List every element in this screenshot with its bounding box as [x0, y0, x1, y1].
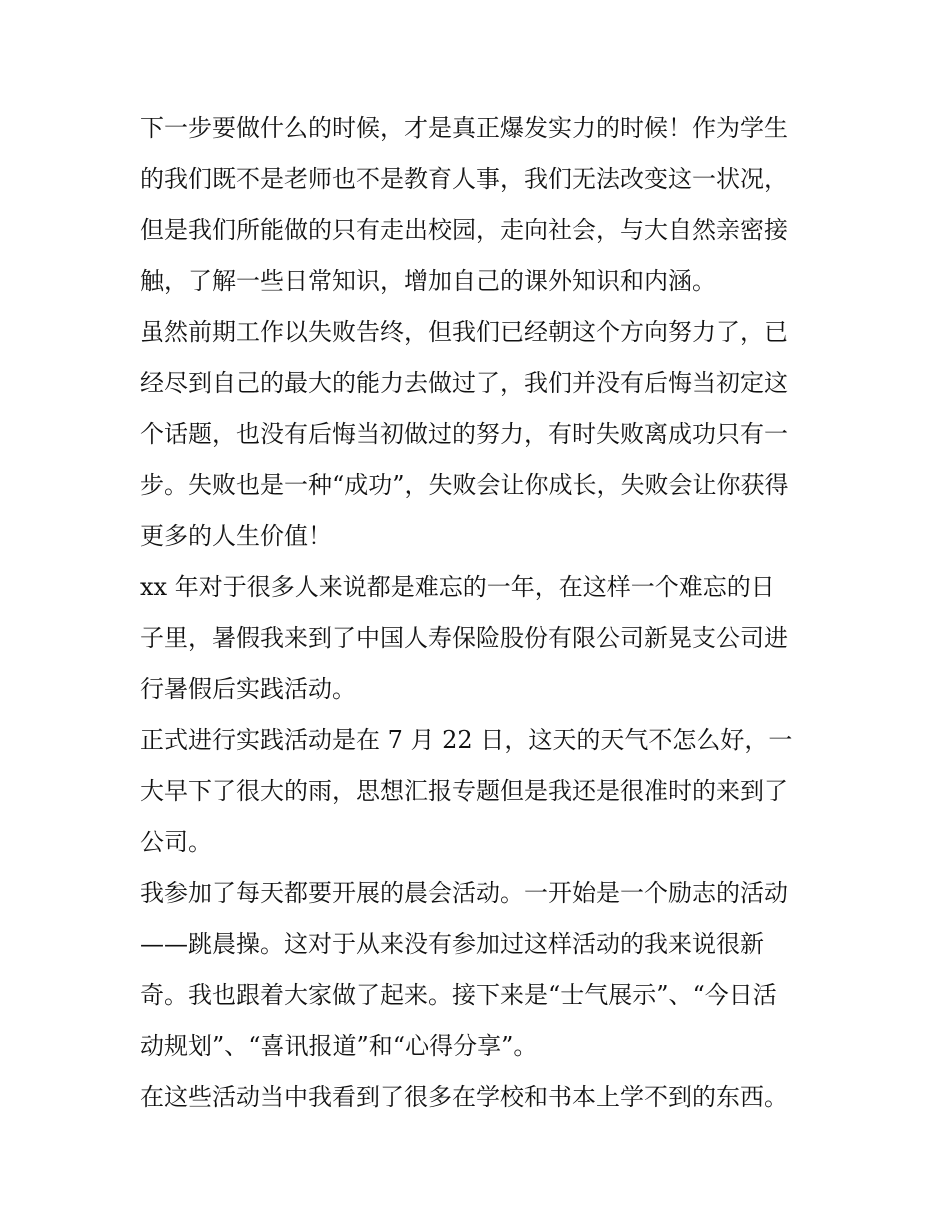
text-line: 虽然前期工作以失败告终，但我们已经朝这个方向努力了，已: [140, 318, 788, 346]
text-line: 行暑假后实践活动。: [140, 675, 356, 703]
text-line: 的我们既不是老师也不是教育人事，我们无法改变这一状况，: [140, 165, 788, 193]
text-line: 个话题，也没有后悔当初做过的努力，有时失败离成功只有一: [140, 420, 788, 448]
text-line: 我参加了每天都要开展的晨会活动。一开始是一个励志的活动: [140, 879, 788, 907]
paragraph-5: [140, 868, 820, 1072]
paragraph-3: [140, 562, 820, 715]
paragraph-6: [140, 1072, 820, 1123]
document-body: [140, 103, 820, 1123]
text-line: 子里，暑假我来到了中国人寿保险股份有限公司新晃支公司进: [140, 624, 788, 652]
text-line: 更多的人生价值！: [140, 522, 332, 550]
paragraph-2: [140, 307, 820, 562]
text-line: ——跳晨操。这对于从来没有参加过这样活动的我来说很新: [140, 930, 764, 958]
paragraph-1: [140, 103, 820, 307]
text-line: 在这些活动当中我看到了很多在学校和书本上学不到的东西。: [140, 1083, 788, 1111]
text-line: 步。失败也是一种“成功”，失败会让你成长，失败会让你获得: [140, 471, 789, 499]
paragraph-4: [140, 715, 820, 868]
text-line: 公司。: [140, 828, 212, 856]
text-line: xx 年对于很多人来说都是难忘的一年，在这样一个难忘的日: [140, 573, 775, 601]
text-line: 经尽到自己的最大的能力去做过了，我们并没有后悔当初定这: [140, 369, 788, 397]
text-line: 大早下了很大的雨，思想汇报专题但是我还是很准时的来到了: [140, 777, 788, 805]
text-line: 动规划”、“喜讯报道”和“心得分享”。: [140, 1032, 538, 1060]
text-line: 正式进行实践活动是在 7 月 22 日，这天的天气不怎么好，一: [140, 726, 793, 754]
text-line: 但是我们所能做的只有走出校园，走向社会，与大自然亲密接: [140, 216, 788, 244]
text-line: 奇。我也跟着大家做了起来。接下来是“士气展示”、“今日活: [140, 981, 777, 1009]
text-line: 触，了解一些日常知识，增加自己的课外知识和内涵。: [140, 267, 716, 295]
text-line: 下一步要做什么的时候，才是真正爆发实力的时候！作为学生: [140, 114, 788, 142]
